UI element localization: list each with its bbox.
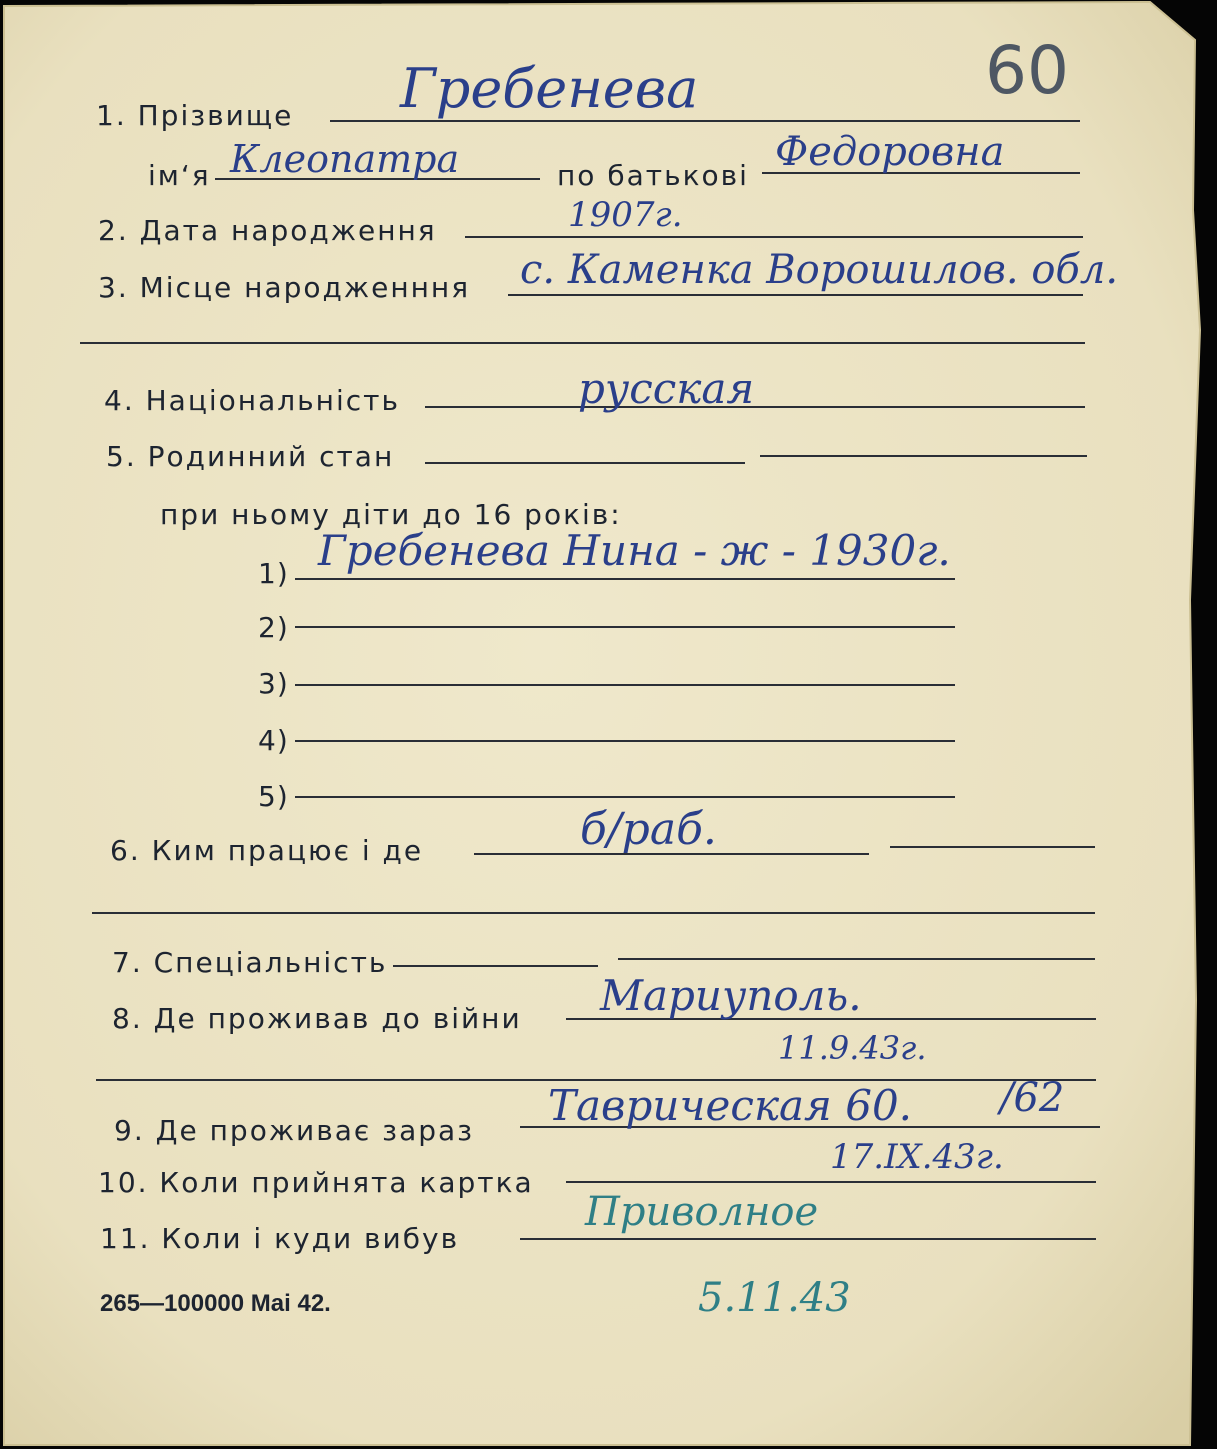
current-residence-extra: /62 — [1000, 1075, 1065, 1121]
occupation-value: б/раб. — [580, 804, 717, 855]
field-surname-line — [330, 120, 1080, 122]
field-specialty-label: 7. Спеціальність — [112, 946, 388, 979]
field-nationality-line — [425, 406, 1085, 408]
child-2-number: 2) — [258, 611, 289, 644]
departed-date-value: 5.11.43 — [698, 1275, 851, 1321]
first-name-value: Клеопатра — [230, 137, 460, 181]
birth-date-value: 1907г. — [568, 195, 683, 235]
field-birth-place-line — [508, 294, 1083, 296]
field-card-accepted-line — [566, 1181, 1096, 1183]
field-marital-status-label: 5. Родинний стан — [106, 440, 395, 473]
field-birth-place-label: 3. Місце народженння — [98, 271, 471, 304]
field-occupation-line-2 — [92, 912, 1095, 914]
prewar-residence-date: 11.9.43г. — [778, 1029, 927, 1067]
birth-place-value: с. Каменка Ворошилов. обл. — [520, 247, 1119, 293]
field-departed-line — [520, 1238, 1096, 1240]
field-marital-status-line-2 — [760, 455, 1087, 457]
child-3-number: 3) — [258, 667, 289, 700]
print-run-footer: 265—100000 Mai 42. — [100, 1290, 331, 1317]
field-birth-date-line — [465, 236, 1083, 238]
child-1-line — [295, 578, 955, 580]
surname-value: Гребенева — [400, 57, 699, 120]
current-residence-value: Таврическая 60. — [548, 1081, 913, 1130]
field-surname-label: 1. Прізвище — [96, 99, 294, 132]
field-card-accepted-label: 10. Коли прийнята картка — [98, 1166, 534, 1199]
child-2-line — [295, 626, 955, 628]
field-prewar-residence-label: 8. Де проживав до війни — [112, 1002, 522, 1035]
card-number: 60 — [985, 32, 1069, 109]
child-4-line — [295, 740, 955, 742]
field-specialty-line-b — [618, 958, 1095, 960]
child-5-line — [295, 796, 955, 798]
children-label: при ньому діти до 16 років: — [160, 498, 622, 531]
field-name-label: ім‘я — [148, 159, 211, 192]
field-patronymic-label: по батькові — [557, 159, 749, 192]
departed-to-value: Приволное — [585, 1189, 819, 1235]
prewar-residence-value: Мариуполь. — [600, 971, 862, 1020]
child-3-line — [295, 684, 955, 686]
card-accepted-value: 17.IX.43г. — [830, 1137, 1004, 1177]
patronymic-value: Федоровна — [775, 129, 1005, 175]
child-1-number: 1) — [258, 557, 289, 590]
field-current-residence-label: 9. Де проживає зараз — [114, 1114, 475, 1147]
field-nationality-label: 4. Національність — [104, 384, 400, 417]
field-marital-status-line — [425, 462, 745, 464]
field-departed-label: 11. Коли і куди вибув — [100, 1222, 460, 1255]
child-5-number: 5) — [258, 780, 289, 813]
child-4-number: 4) — [258, 724, 289, 757]
field-specialty-line — [393, 965, 598, 967]
nationality-value: русская — [578, 364, 755, 413]
field-occupation-line-b — [890, 846, 1095, 848]
child-1-value: Гребенева Нина - ж - 1930г. — [318, 526, 951, 575]
field-birth-place-line-2 — [80, 342, 1085, 344]
field-occupation-label: 6. Ким працює і де — [110, 834, 424, 867]
field-birth-date-label: 2. Дата народження — [98, 214, 437, 247]
